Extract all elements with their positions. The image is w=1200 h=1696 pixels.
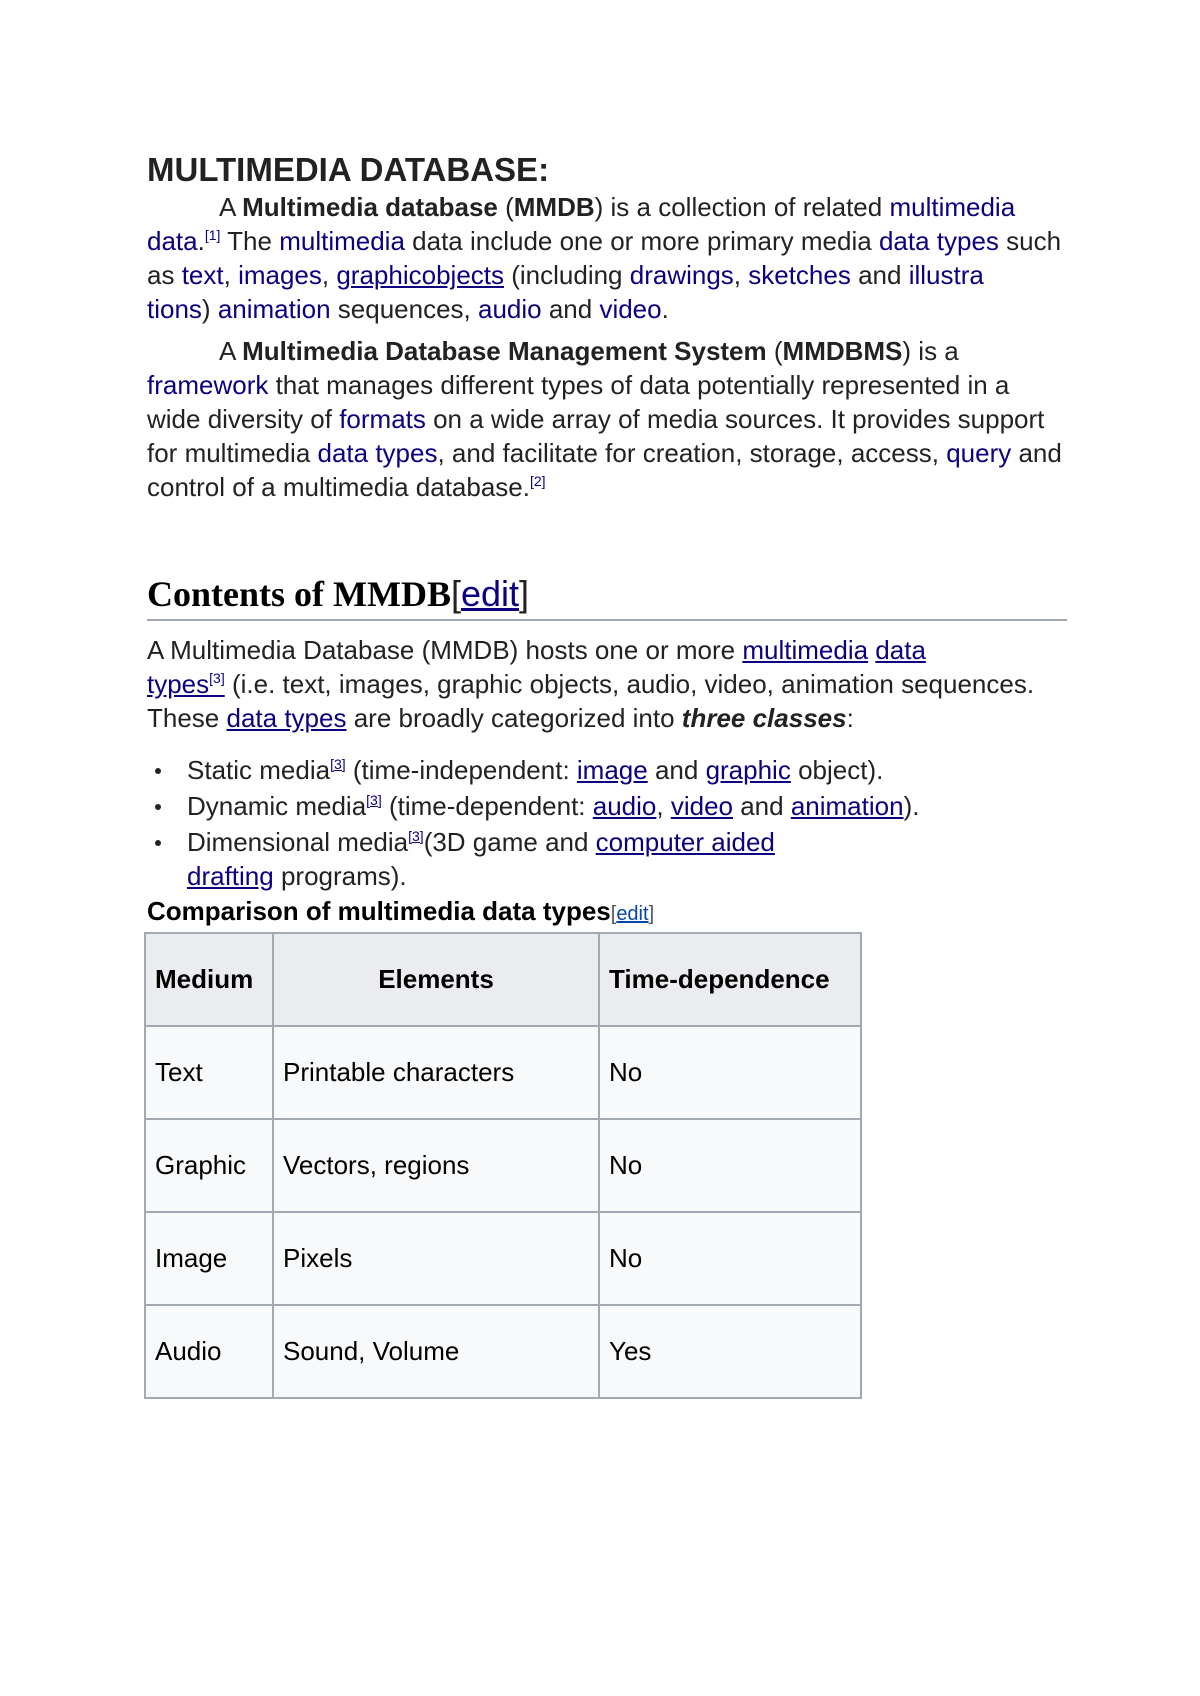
text: (including xyxy=(504,260,630,290)
reference-link-3[interactable]: [3] xyxy=(408,828,424,844)
reference-link-3[interactable]: [3] xyxy=(330,756,346,772)
bold-italic-term: three classes xyxy=(681,703,847,733)
text: , xyxy=(656,791,671,821)
link-text-part: tions xyxy=(147,294,202,324)
bold-term: Multimedia database xyxy=(242,192,498,222)
link-video[interactable]: video xyxy=(599,294,662,324)
link-computer-aided-drafting[interactable]: computer aided drafting xyxy=(187,827,775,891)
bracket: [ xyxy=(450,573,461,614)
list-item xyxy=(147,825,807,893)
link-query[interactable]: query xyxy=(946,438,1012,468)
text: . xyxy=(661,294,669,324)
text: A Multimedia Database (MMDB) hosts one or more xyxy=(147,635,743,665)
link-animation[interactable]: animation xyxy=(790,791,904,821)
table-cell: Audio xyxy=(145,1305,273,1398)
text: (time-dependent: xyxy=(381,791,593,821)
table-cell: No xyxy=(599,1119,861,1212)
text: (time-independent: xyxy=(345,755,577,785)
text: and xyxy=(733,791,791,821)
section-heading-contents xyxy=(147,571,1067,621)
table-cell: Printable characters xyxy=(273,1026,599,1119)
comparison-table xyxy=(144,932,862,1399)
link-multimedia-data[interactable]: multimedia data xyxy=(147,192,1016,256)
link-framework[interactable]: framework xyxy=(147,370,269,400)
table-row xyxy=(145,1026,861,1119)
table-row xyxy=(145,1119,861,1212)
column-header: Time-dependence xyxy=(599,933,861,1026)
table-cell: Yes xyxy=(599,1305,861,1398)
text: ) xyxy=(201,294,218,324)
bold-term: MMDB xyxy=(513,192,595,222)
link-data-types[interactable]: data types xyxy=(317,438,438,468)
text: Dynamic media xyxy=(187,791,367,821)
bold-term: MMDBMS xyxy=(782,336,903,366)
text: and xyxy=(541,294,600,324)
bracket: ] xyxy=(648,903,655,925)
text: and xyxy=(850,260,909,290)
reference-link-3[interactable]: [3] xyxy=(366,792,382,808)
table-cell: Pixels xyxy=(273,1212,599,1305)
text: : xyxy=(846,703,854,733)
text: A xyxy=(219,336,243,366)
list-item xyxy=(147,789,1067,823)
text: , and facilitate for creation, storage, access, xyxy=(437,438,947,468)
link-image[interactable]: image xyxy=(576,755,648,785)
edit-section xyxy=(611,903,654,925)
text: ) is a xyxy=(902,336,959,366)
column-header: Medium xyxy=(145,933,273,1026)
table-cell: No xyxy=(599,1212,861,1305)
table-cell: Text xyxy=(145,1026,273,1119)
text: programs). xyxy=(273,861,407,891)
link-drawings[interactable]: drawings xyxy=(629,260,734,290)
link-audio[interactable]: audio xyxy=(477,294,542,324)
section-heading-comparison xyxy=(147,893,1067,932)
table-header-row xyxy=(145,933,861,1026)
section-heading-text: Comparison of multimedia data types xyxy=(147,896,611,926)
text: , xyxy=(733,260,749,290)
column-header: Elements xyxy=(273,933,599,1026)
bold-term: Multimedia Database Management System xyxy=(242,336,767,366)
document-page xyxy=(147,150,1067,1399)
text: Dimensional media xyxy=(187,827,409,857)
text: Static media xyxy=(187,755,331,785)
bracket: [ xyxy=(610,903,617,925)
link-sketches[interactable]: sketches xyxy=(748,260,851,290)
intro-paragraph-1 xyxy=(147,190,1067,326)
text: object). xyxy=(790,755,884,785)
text: sequences, xyxy=(330,294,478,324)
text: , xyxy=(321,260,337,290)
text: ). xyxy=(903,791,920,821)
table-row xyxy=(145,1305,861,1398)
link-audio[interactable]: audio xyxy=(592,791,657,821)
table-cell: Image xyxy=(145,1212,273,1305)
media-classes-list xyxy=(147,753,1067,893)
text: that manages different types of data potentially represented in a wide diversity of xyxy=(147,370,1010,434)
link-images[interactable]: images xyxy=(238,260,322,290)
text: such as xyxy=(147,226,1062,290)
text: data include one or more primary media xyxy=(404,226,879,256)
reference-link-2[interactable]: [2] xyxy=(530,473,546,489)
list-item xyxy=(147,753,1067,787)
table-cell: Graphic xyxy=(145,1119,273,1212)
text: are broadly categorized into xyxy=(346,703,682,733)
table-row xyxy=(145,1212,861,1305)
bullet-icon xyxy=(155,768,161,774)
text: and control of a multimedia database. xyxy=(147,438,1062,502)
text: . xyxy=(197,226,205,256)
text: (i.e. text, images, graphic objects, audio, video, animation sequences. These xyxy=(147,669,1035,733)
link-text[interactable]: text xyxy=(181,260,224,290)
contents-paragraph xyxy=(147,633,1067,735)
text: ) is a collection of related xyxy=(594,192,890,222)
link-text-part: illustra xyxy=(908,260,984,290)
table-cell: Sound, Volume xyxy=(273,1305,599,1398)
bracket: ] xyxy=(519,573,530,614)
reference-link-3[interactable]: [3] xyxy=(209,670,225,686)
text: ( xyxy=(497,192,514,222)
table-cell: No xyxy=(599,1026,861,1119)
link-graphicobjects[interactable]: graphicobjects xyxy=(336,260,504,290)
page-title: MULTIMEDIA DATABASE: xyxy=(147,151,550,188)
intro-paragraph-2 xyxy=(147,334,1067,504)
link-multimedia[interactable]: multimedia xyxy=(742,635,869,665)
bullet-icon xyxy=(155,804,161,810)
link-animation[interactable]: animation xyxy=(217,294,331,324)
link-text-part: types xyxy=(147,669,210,699)
text: and xyxy=(647,755,706,785)
bullet-icon xyxy=(155,840,161,846)
table-cell: Vectors, regions xyxy=(273,1119,599,1212)
reference-link-1[interactable]: [1] xyxy=(204,227,221,243)
link-data-types[interactable]: data types xyxy=(878,226,999,256)
link-text-part: data xyxy=(875,635,926,665)
text: A xyxy=(219,192,243,222)
link-formats[interactable]: formats xyxy=(339,404,426,434)
text: (3D game and xyxy=(423,827,596,857)
section-heading-text: Contents of MMDB xyxy=(147,574,451,614)
edit-link[interactable]: edit xyxy=(616,903,649,925)
text: , xyxy=(223,260,239,290)
link-graphic[interactable]: graphic xyxy=(705,755,791,785)
text: ( xyxy=(766,336,783,366)
text: The xyxy=(220,226,280,256)
link-data-types-2[interactable]: data types xyxy=(226,703,347,733)
edit-link[interactable]: edit xyxy=(460,573,520,614)
text: on a wide array of media sources. It provides support for multimedia xyxy=(147,404,1045,468)
link-multimedia[interactable]: multimedia xyxy=(279,226,405,256)
link-video[interactable]: video xyxy=(670,791,733,821)
